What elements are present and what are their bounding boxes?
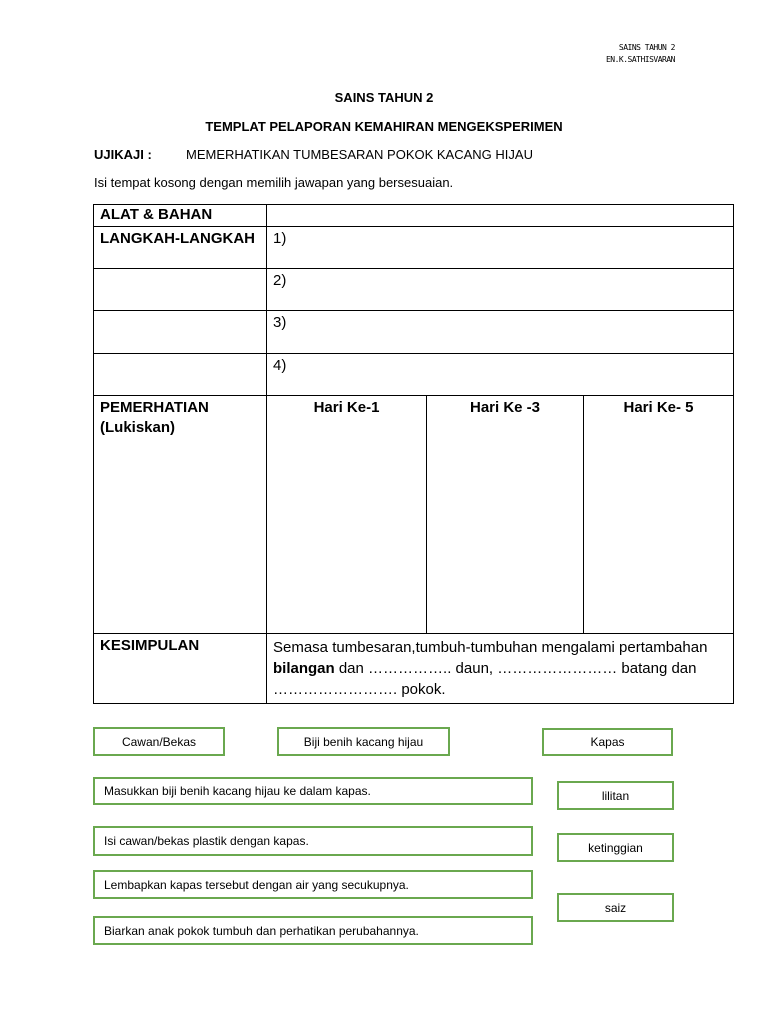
step-cell-1[interactable]: 1)	[267, 227, 734, 269]
instruction-text: Isi tempat kosong dengan memilih jawapan yang bersesuaian.	[94, 175, 454, 190]
option-step-lembapkan[interactable]: Lembapkan kapas tersebut dengan air yang secukupnya.	[93, 870, 533, 899]
empty-label-cell	[94, 354, 267, 396]
kesimpulan-cell[interactable]	[267, 634, 734, 704]
lukiskan-label: (Lukiskan)	[100, 419, 176, 436]
corner-teacher: EN.K.SATHISVARAN	[605, 55, 675, 64]
step-cell-4[interactable]: 4)	[267, 354, 734, 396]
kesimpulan-text-part2: dan …………….. daun, …………………… batang dan ……………………. pokok.	[273, 660, 697, 698]
empty-label-cell	[94, 269, 267, 311]
kesimpulan-text-part1: Semasa tumbesaran,tumbuh-tumbuhan mengalami pertambahan	[273, 639, 708, 656]
alat-answer-cell[interactable]	[267, 205, 734, 227]
corner-subject: SAINS TAHUN 2	[618, 43, 675, 52]
ujikaji-label: UJIKAJI :	[94, 147, 152, 162]
pemerhatian-label: PEMERHATIAN	[100, 399, 209, 416]
day-1-drawing-cell[interactable]: Hari Ke-1	[267, 396, 427, 634]
report-table	[93, 204, 734, 704]
langkah-label: LANGKAH-LANGKAH	[94, 227, 267, 269]
option-kapas[interactable]: Kapas	[542, 728, 673, 756]
option-step-biarkan[interactable]: Biarkan anak pokok tumbuh dan perhatikan perubahannya.	[93, 916, 533, 945]
empty-label-cell	[94, 311, 267, 354]
day-3-drawing-cell[interactable]: Hari Ke -3	[427, 396, 584, 634]
option-step-isi[interactable]: Isi cawan/bekas plastik dengan kapas.	[93, 826, 533, 856]
step-cell-2[interactable]: 2)	[267, 269, 734, 311]
ujikaji-value: MEMERHATIKAN TUMBESARAN POKOK KACANG HIJAU	[186, 147, 533, 162]
option-ketinggian[interactable]: ketinggian	[557, 833, 674, 862]
kesimpulan-label: KESIMPULAN	[94, 634, 267, 704]
step-cell-3[interactable]: 3)	[267, 311, 734, 354]
pemerhatian-label-cell	[94, 396, 267, 634]
option-biji-benih[interactable]: Biji benih kacang hijau	[277, 727, 450, 756]
alat-label: ALAT & BAHAN	[94, 205, 267, 227]
page-title: SAINS TAHUN 2	[334, 90, 434, 105]
option-cawan-bekas[interactable]: Cawan/Bekas	[93, 727, 225, 756]
option-lilitan[interactable]: lilitan	[557, 781, 674, 810]
option-saiz[interactable]: saiz	[557, 893, 674, 922]
option-step-masukkan[interactable]: Masukkan biji benih kacang hijau ke dalam kapas.	[93, 777, 533, 805]
kesimpulan-bold-word: bilangan	[273, 660, 335, 677]
day-5-drawing-cell[interactable]: Hari Ke- 5	[584, 396, 734, 634]
page-subtitle: TEMPLAT PELAPORAN KEMAHIRAN MENGEKSPERIMEN	[205, 119, 563, 134]
author-tag	[560, 42, 675, 66]
